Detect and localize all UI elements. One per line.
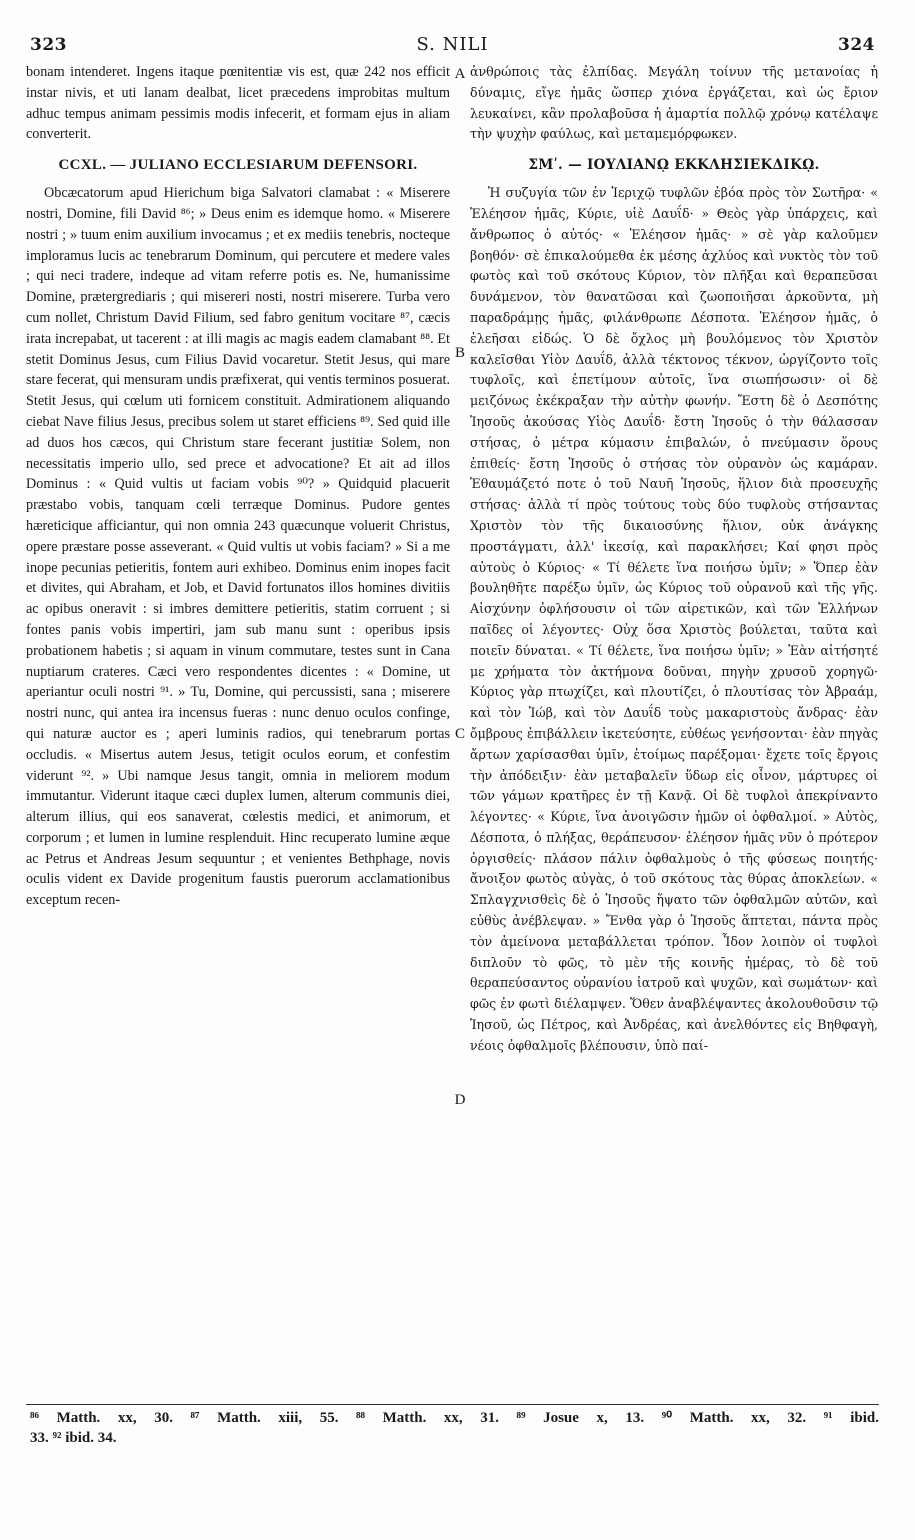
- footnote-line-1: ⁸⁶ Matth. xx, 30. ⁸⁷ Matth. xiii, 55. ⁸⁸ Matth. xx, 31. ⁸⁹ Josue x, 13. ⁹⁰ Matth. xx, 32. ⁹¹ ibid.: [30, 1410, 879, 1426]
- greek-letter-title: ΣΜʹ. — ΙΟΥΛΙΑΝῼ ΕΚΚΛΗΣΙΕΚΔΙΚῼ.: [528, 157, 820, 174]
- margin-section-letters: [452, 62, 468, 1402]
- latin-carry-over-paragraph: bonam intenderet. Ingens itaque pœnitentiæ vis est, quæ 242 nos efficit instar nivis, et uti lanam dealbat, licet præcedens improbitas multum adhuc tempus animam pessimis modis infecerit, et formam ejus in aliam converterit.: [26, 64, 450, 143]
- page-header: [30, 34, 875, 60]
- margin-letter-a: A: [454, 66, 466, 82]
- latin-letter-body: Obcæcatorum apud Hierichum biga Salvatori clamabat : « Miserere nostri, Domine, fili David ⁸⁶; » Deus enim es idemque homo. « Miserere nostri ; » tuum enim auxilium invocamus ; et ex mediis tenebris, nocteque imploramus lucis ac tenebrarum Dominum, qui percutere et medere vales ; qui neci tradere, indeque ad vitam referre potis es. Ne, humanissime Domine, prætergrediaris ; qui misereri nosti, nostri miserere. Turba vero cum nollet, Christum David Filium, sed fabro genitum vocitare ⁸⁷, cæcis irata increpabat, ut tacerent : at illi magis ac magis eadem clamabant ⁸⁸. Et stetit Dominus Jesus, cum Filius David vocaretur. Stetit Jesus, qui mare stare fecerat, qui mensuram undis præfixerat, qui ventis terminos posuerat. Stetit Jesus, qui cœlum uti fornicem constituit. Admirationem aliquando ciebat Nave filius Jesus, precibus solem ut staret efficiens ⁸⁹. Sed quid ille ad duos hos cæcos, qui Christum stare fecerant justitiæ Solem, non necessitatis imperio ullo, sed prece et advocatione? Et ait ad illos Dominus : « Quid vultis ut faciam vobis ⁹⁰? » Quidquid placuerit præstabo vobis, tanquam cœli terræque Dominus. Pudore gentes hæreticique afficiantur, qui non omnia 243 quæcunque voluerit Christus, opere præstare posse asseverant. « Quid vultis ut vobis faciam? » Si a me inope pecunias petieritis, fontem auri exhibeo. Dominus enim inopes facit et divites, qui Abraham, et Job, et David fortunatos illos homines divitiis ac opibus oneravit : si imbres demittere petieritis, statim corruent ; si fontes panis vobis impertiri, jam sub manu sunt : operibus ipsis probationem habetis ; si aquam in vinum commutare, testes sunt in Cana nuptiarum crateres. Cæci vero respondentes dicentes : « Domine, ut aperiantur oculi nostri ⁹¹. » Tu, Domine, qui percussisti, sana ; miserere nostri nunc, qui antea ira incensus fueras : nunc denuo oculos confinge, qui naturæ auctor es ; aperi luminis radios, qui tenebrarum portas occludis. « Misertus autem Jesus, tetigit oculos eorum, et confestim viderunt ⁹². » Ubi namque Jesus tangit, omnia in meliorem modum immutantur. Viderunt itaque cæci duplex lumen, alterum communis diei, alterum illius, qui eos sanaverat, cœlestis medici, et animorum, et corporum ; et lumen in lumine resplenduit. Hinc recuperato lumine æque ac Petrus et Andreas Jesum sequuntur ; et venientes Bethphage, novis oculis vident ex Davide progenitum faustis puerorum acclamationibus exceptum recen-: [26, 185, 450, 909]
- margin-letter-d: D: [454, 1092, 466, 1108]
- margin-letter-b: B: [454, 345, 465, 361]
- latin-letter-title: CCXL. — JULIANO ECCLESIARUM DEFENSORI.: [58, 157, 418, 174]
- greek-carry-over-paragraph: ἀνθρώποις τὰς ἐλπίδας. Μεγάλη τοίνυν τῆς μετανοίας ἡ δύναμις, εἴγε ἡμᾶς ὥσπερ χιόνα ἐργάζεται, καὶ ὡς ἔριον λευκαίνει, κἂν προλαβοῦσα ἡ ἁμαρτία πολλῷ χρόνῳ κατέλαψε τὴν ψυχὴν φαύλως, καὶ μεταμεμόρφωκεν.: [470, 64, 878, 142]
- greek-letter-body: Ἡ συζυγία τῶν ἐν Ἱεριχῷ τυφλῶν ἐβόα πρὸς τὸν Σωτῆρα· « Ἐλέησον ἡμᾶς, Κύριε, υἱὲ Δαυΐδ· » Θεὸς γὰρ ὑπάρχεις, καὶ ἄνθρωπος ὁ αὐτός· « Ἐλέησον ἡμᾶς· » σὲ γὰρ καλοῦμεν βοηθόν· σὲ ἐπικαλούμεθα ἐκ μέσης ἀχλύος καὶ νυκτὸς τὸν τοῦ φωτὸς καὶ τοῦ σκότους Κύριον, τὸν πλῆξαι καὶ θεραπεῦσαι δυνάμενον, τὸν θανατῶσαι καὶ ζωοποιῆσαι ἀρκοῦντα, μὴ παραδράμῃς ἡμᾶς, φιλάνθρωπε Δέσποτα. Ἐλέησον ἡμᾶς, ὁ ἐλεῆσαι εἰδώς. Ὁ δὲ ὄχλος μὴ βουλόμενος τὸν Χριστὸν καλεῖσθαι Υἱὸν Δαυΐδ, ἀλλὰ τέκτονος τέκνον, ὠργίζοντο τοῖς τυφλοῖς, καὶ ἐπετίμουν αὐτοῖς, ἵνα σιωπήσωσιν· οἱ δὲ μειζόνως ἐκέκραξαν τὴν αὐτὴν φωνήν. Ἔστη δὲ ὁ Δεσπότης Ἰησοῦς ἀκούσας Υἱὸς Δαυΐδ· ἔστη Ἰησοῦς ὁ τὴν θάλασσαν στήσας, ὁ μέτρα κύμασιν ἐπιβαλών, ὁ πνεύμασιν ὅρους ἐπιθείς· ἔστη Ἰησοῦς ὁ στήσας τὸν οὐρανὸν ὡς καμάραν. Ἐθαυμάζετό ποτε ὁ τοῦ Ναυῆ Ἰησοῦς, ἥλιον διὰ προσευχῆς στήσας· ἀλλὰ τί πρὸς τούτους τοὺς δύο τυφλοὺς στήσαντας Χριστὸν τὸν τῆς δικαιοσύνης ἥλιον, οὐκ ἀνάγκης προστάγματι, ἀλλ' ἱκεσίᾳ, καὶ παρακλήσει; Καί φησι πρὸς αὐτοὺς ὁ Κύριος· « Τί θέλετε ἵνα ποιήσω ὑμῖν; » Ὅπερ ἐὰν βουληθῆτε παρέξω ὑμῖν, ὡς Κύριος τοῦ οὐρανοῦ καὶ τῆς γῆς. Αἰσχύνην ὀφλήσουσιν οἱ τῶν αἱρετικῶν, καὶ τῶν Ἑλλήνων παῖδες οἱ λέγοντες· Οὐχ ὅσα Χριστὸς βούλεται, ταῦτα καὶ ποιεῖν δύναται. « Τί θέλετε, ἵνα ποιήσω ὑμῖν; » Ἐὰν αἰτήσητέ με χρήματα τὸν ἀκτήμονα δοῦναι, πηγὴν χρυσοῦ χορηγῶ· Κύριος γὰρ πτωχίζει, καὶ πλουτίζει, ὁ πλουτίσας τὸν Ἀβραάμ, καὶ τὸν Ἰώβ, καὶ τὸν Δαυΐδ τοὺς μακαριστοὺς ἄνδρας· ἐὰν ὄμβρους ἐπιβάλλειν ἱκετεύσητε, εὐθέως γενήσονται· ἐὰν πηγὰς ἄρτων χαρίσασθαι ὑμῖν, ἑτοίμως παρέξομαι· ἔχετε τοῖς ἔργοις τὴν ἀπόδειξιν· ἐὰν μεταβαλεῖν ὕδωρ εἰς οἶνον, μάρτυρες οἱ τῶν γάμων κρατῆρες ἐν τῇ Κανᾷ. Οἱ δὲ τυφλοὶ ἀπεκρίναντο λέγοντες· « Κύριε, ἵνα ἀνοιγῶσιν ἡμῶν οἱ ὀφθαλμοί. » Αὐτὸς, Δέσποτα, ὁ πλήξας, θεράπευσον· ἐλέησον ἡμᾶς νῦν ὁ πρότερον ὀργισθείς· πλάσον πάλιν ὀφθαλμοὺς ὁ τῆς φύσεως ποιητής· ἄνοιξον φωτὸς αὐγὰς, ὁ τοῦ σκότους τὰς θύρας ἀποκλείων. « Σπλαγχνισθεὶς δὲ ὁ Ἰησοῦς ἥψατο τῶν ὀφθαλμῶν αὐτῶν, καὶ εὐθὺς ἀνέβλεψαν. » Ἔνθα γὰρ ὁ Ἰησοῦς ἅπτεται, πάντα πρὸς τὸν ἀμείνονα μεταβάλλεται τρόπον. Ἶδον λοιπὸν οἱ τυφλοὶ διπλοῦν τὸ φῶς, τὸ μὲν τῆς κοινῆς ἡμέρας, τὸ δὲ τοῦ θεραπεύσαντος οὐρανίου ἰατροῦ καὶ ψυχῶν, καὶ σωμάτων· καὶ φῶς ἐν φωτὶ διέλαμψεν. Ὅθεν ἀναβλέψαντες ἀκολουθοῦσιν τῷ Ἰησοῦ, ὡς Πέτρος, καὶ Ἀνδρέας, καὶ ἀνελθόντες εἰς Βηθφαγὴ, νέοις ὀφθαλμοῖς βλέπουσιν, ὑπὸ παί-: [470, 185, 878, 1053]
- greek-column: [470, 62, 878, 1402]
- running-title: S. NILI: [416, 34, 489, 55]
- footnotes: [30, 1408, 879, 1448]
- footnote-line-2: 33. ⁹² ibid. 34.: [30, 1430, 117, 1446]
- latin-column: [26, 62, 450, 1402]
- page-number-left: 323: [30, 35, 67, 55]
- footnote-divider: [26, 1404, 879, 1405]
- margin-letter-c: C: [454, 726, 465, 742]
- page-number-right: 324: [838, 35, 875, 55]
